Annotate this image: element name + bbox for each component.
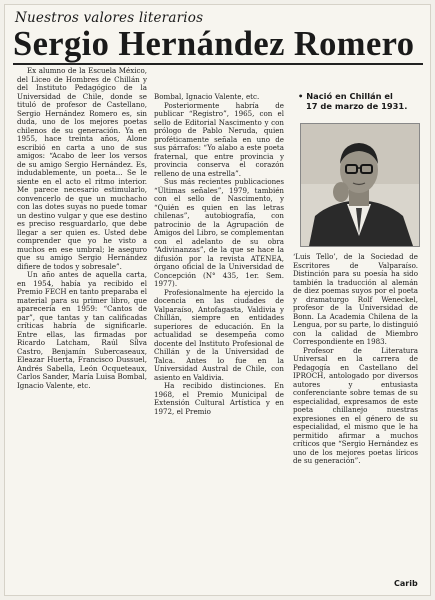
paragraph: Profesionalmente ha ejercido la docencia en las ciudades de Valparaíso, Antofagasta, Valdivia y Chillán, siempre en entidades superiores de educación. En la actualidad se desempeña como docente del Instituto Profesional de Chillán y de la Universidad de Talca. Antes lo fue en la Universidad Austral de Chile, con asiento en Valdivia.	[154, 287, 284, 382]
birth-caption-line: • Nació en Chillán el	[298, 91, 393, 101]
birth-caption-line: 17 de marzo de 1931.	[306, 101, 408, 111]
newspaper-clipping	[4, 4, 431, 596]
headline-rule	[13, 63, 423, 65]
headline: Sergio Hernández Romero	[13, 25, 415, 63]
paragraph: Posteriormente habría de publicar “Registro”, 1965, con el sello de Editorial Nascimento y con prólogo de Pablo Neruda, quien proféticamente señala en uno de sus párrafos: “Yo alabo a este poeta fraternal, que entre provincia y provincia conserva el corazón relleno de una estrella”.	[154, 100, 284, 178]
paragraph: Profesor de Literatura Universal en la carrera de Pedagogía en Castellano del IPROCH, antologado por diversos autores y entusiasta conferenciante sobre temas de su especialidad, expresamos de este poeta chillanejo nuestras expresiones en el género de su especialidad, el mismo que le ha permitido afirmar a muchos críticos que “Sergio Hernández es uno de los mejores poetas líricos de su generación”.	[293, 345, 418, 465]
article-column-3	[293, 253, 418, 563]
paragraph: Ex alumno de la Escuela México, del Liceo de Hombres de Chillán y del Instituto Pedagógico de la Universidad de Chile, donde se tituló de profesor de Castellano, Sergio Hernández Romero es, sin duda, uno de los mejores poetas chilenos de su generación. Ya en 1955, hace treinta años, Alone escribió en carta a uno de sus amigos: “Acabo de leer los versos de su amigo Sergio Hernández. Es, indudablemente, un poeta... Se le siente en el acto el ritmo interior. Me parece necesario estimularlo, convencerlo de que un muchacho con las dotes suyas no puede tomar un destino vulgar y que ese destino es preciso resguardarlo, que debe llegar a ser quien es. Usted debe comprender que yo he visto a muchos en ese umbral; le aseguro que su amigo Sergio Hernández difiere de todos y sobresale”.	[17, 67, 147, 271]
paragraph: Bombal, Ignacio Valente, etc.	[154, 93, 260, 101]
section-title: Nuestros valores literarios	[15, 10, 204, 26]
birth-caption	[298, 91, 423, 111]
author-signature: Carib	[394, 579, 418, 588]
article-column-1	[17, 67, 147, 596]
article-column-2	[154, 93, 284, 596]
author-portrait-photo	[300, 123, 420, 247]
portrait-illustration	[301, 124, 419, 246]
paragraph: Un año antes de aquella carta, en 1954, había ya recibido el Premio FECH en tanto preparaba el material para su primer libro, que aparecería en 1959: “Cantos de par”, que tantas y tan calificadas críticas habría de significarle. Entre ellas, las firmadas por Ricardo Latcham, Raúl Silva Castro, Benjamín Subercaseaux, Eleazar Huerta, Francisco Dussuel, Andrés Sabella, León Ocqueteaux, Carlos Sander, María Luisa Bombal, Ignacio Valente, etc.	[17, 270, 147, 390]
paragraph: Sus más recientes publicaciones “Últimas señales”, 1979, también con el sello de Nascimento, y “Quién es quien en las letras chilenas”, autobiografía, con patrocinio de la Agrupación de Amigos del Libro, se complementan con el adelanto de su obra “Adivinanzas”, de la que se hace la difusión por la revista ATENEA, órgano oficial de la Universidad de Concepción (N° 435, 1er. Sem. 1977).	[154, 177, 284, 288]
paragraph: Ha recibido distinciones. En 1968, el Premio Municipal de Extensión Cultural Artística y en 1972, el Premio	[154, 381, 284, 416]
paragraph: ‘Luis Tello’, de la Sociedad de Escritores de Valparaíso. Distinción para su poesía ha sido también la traducción al alemán de diez poemas suyos por el poeta y dramaturgo Rolf Weneckel, profesor de la Universidad de Bonn. La Academia Chilena de la Lengua, por su parte, lo distinguió con la calidad de Miembro Correspondiente en 1983.	[293, 253, 418, 346]
